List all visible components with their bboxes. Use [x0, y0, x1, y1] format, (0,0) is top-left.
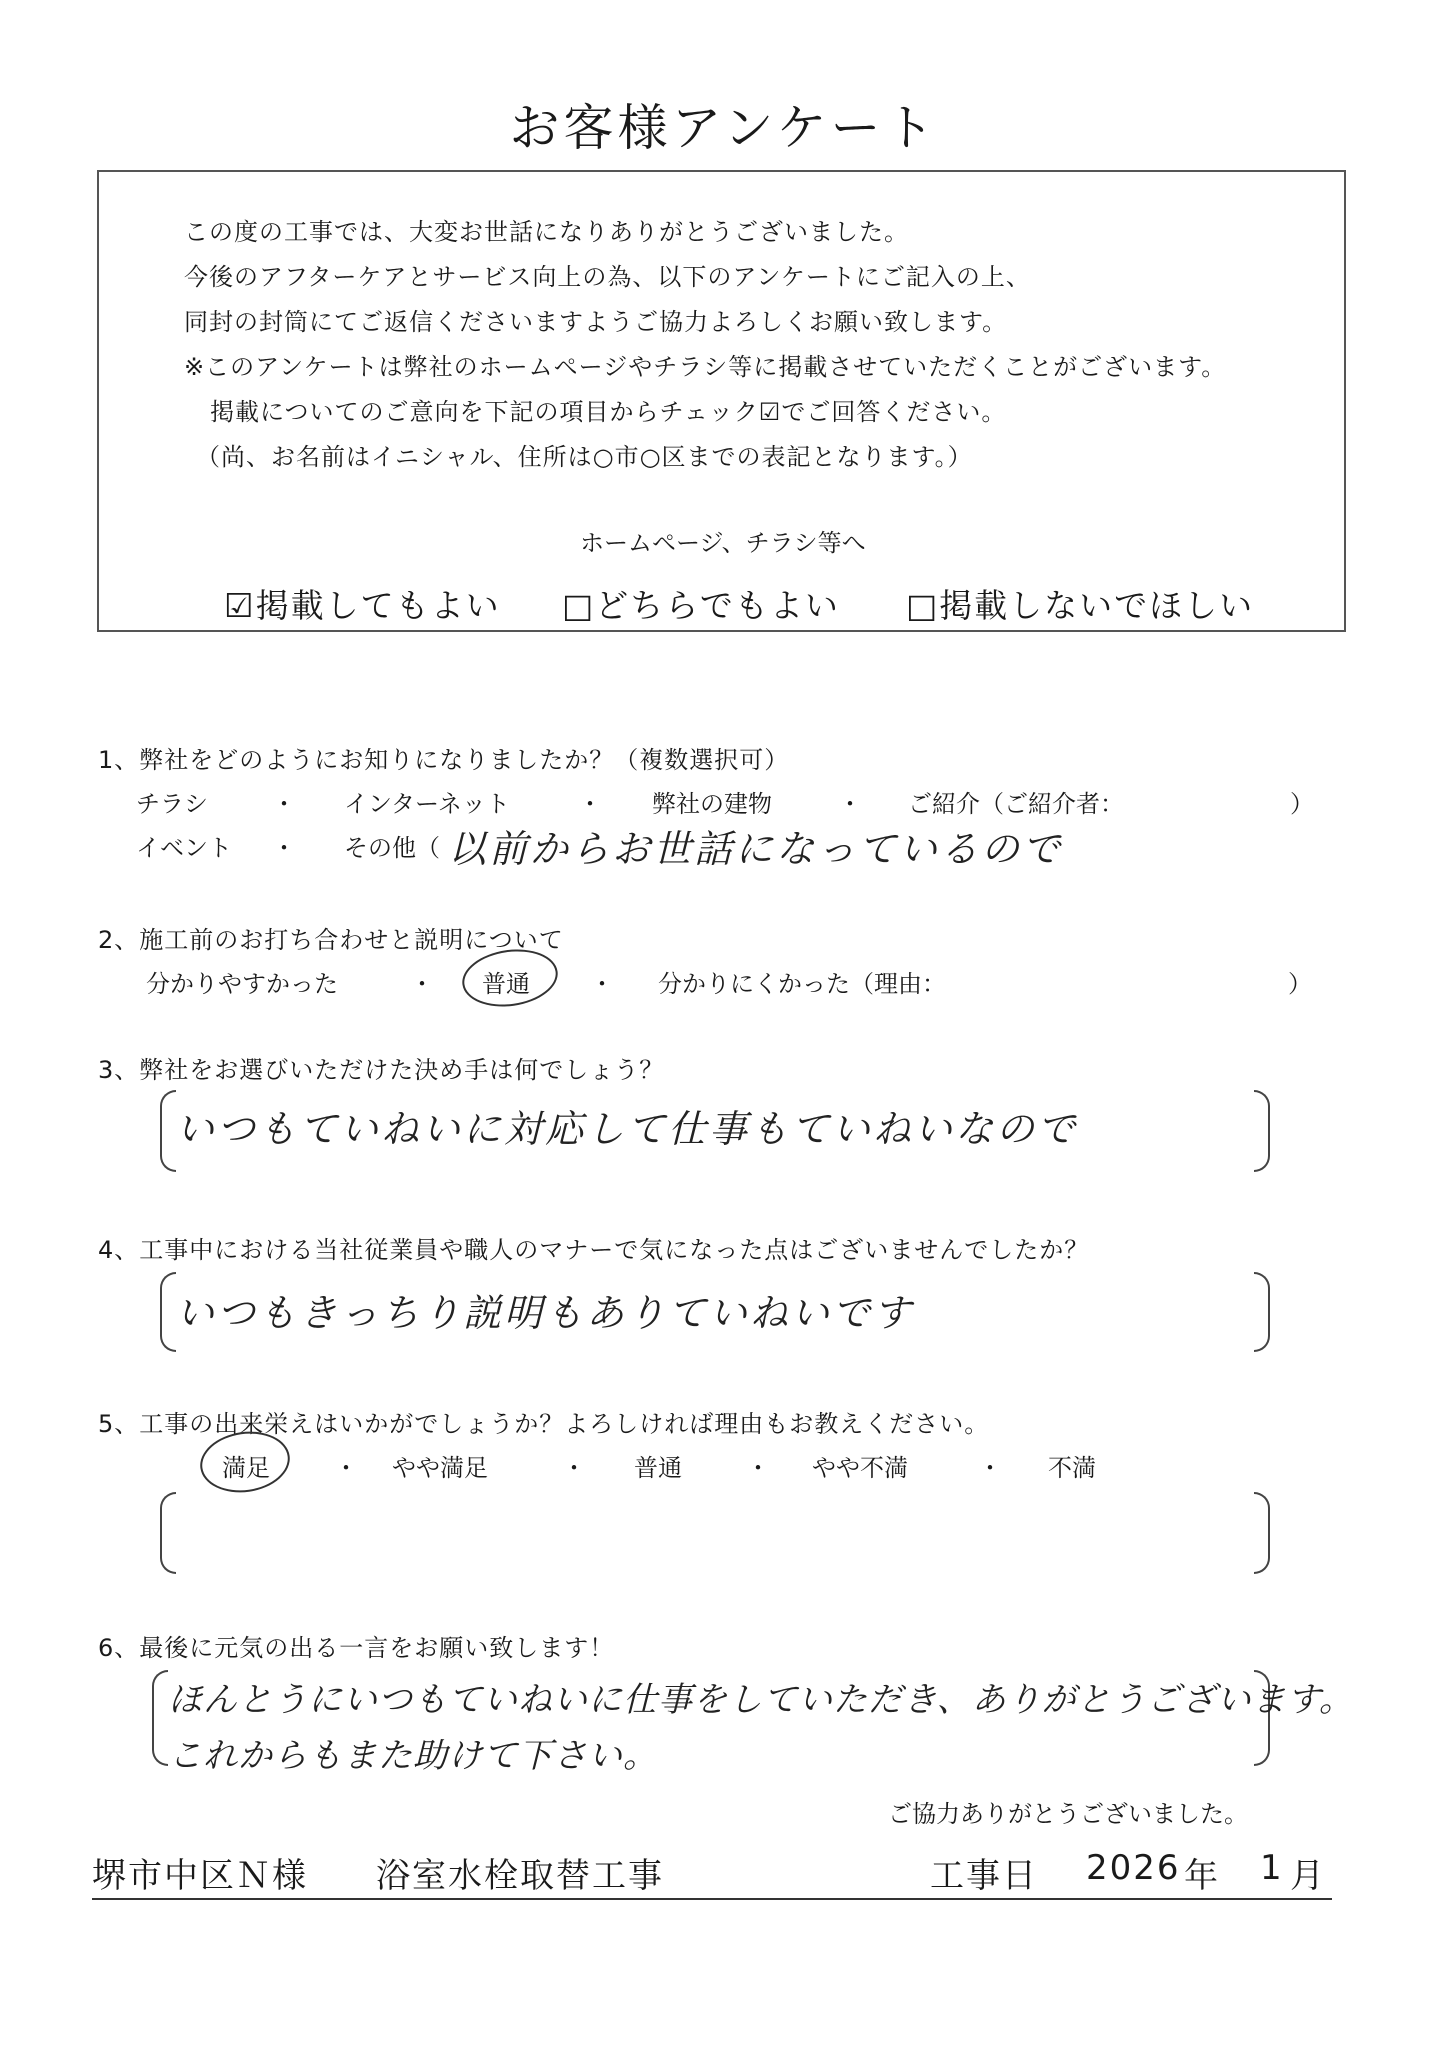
question-3: 3、弊社をお選びいただけた決め手は何でしょう？ — [98, 1056, 665, 1084]
question-6: 6、最後に元気の出る一言をお願い致します！ — [98, 1634, 615, 1662]
thanks-message: ご協力ありがとうございました。 — [888, 1800, 1248, 1828]
footer-year-unit: 年 — [1184, 1856, 1220, 1896]
q5-option[interactable]: 普通 — [634, 1454, 682, 1482]
q3-answer-bracket-left — [160, 1090, 176, 1172]
q5-separator: ・ — [334, 1454, 358, 1482]
q6-answer-bracket-left — [152, 1670, 168, 1766]
intro-line: ※このアンケートは弊社のホームページやチラシ等に掲載させていただくことがございます。 — [184, 353, 1227, 381]
publication-option-deny[interactable]: □掲載しないでほしい — [906, 586, 1255, 625]
q1-handwritten-answer[interactable]: 以前からお世話になっているので — [448, 827, 1064, 871]
footer-customer: 堺市中区Ｎ様 — [92, 1856, 308, 1896]
question-1: 1、弊社をどのようにお知りになりましたか？（複数選択可） — [98, 746, 790, 774]
q1-option[interactable]: イベント — [136, 834, 232, 862]
q1-option-other[interactable]: その他（ — [344, 834, 440, 862]
q5-option[interactable]: 不満 — [1048, 1454, 1096, 1482]
q5-option-selected[interactable]: 満足 — [222, 1454, 270, 1482]
page-title: お客様アンケート — [509, 99, 939, 157]
q4-answer-bracket-right — [1254, 1272, 1270, 1352]
q2-option[interactable]: 分かりやすかった — [146, 970, 338, 998]
q2-option-selected[interactable]: 普通 — [482, 970, 530, 998]
q5-answer-bracket-right — [1254, 1492, 1270, 1574]
q4-handwritten-answer[interactable]: いつもきっちり説明もありていねいです — [176, 1291, 915, 1335]
q6-handwritten-answer-line1[interactable]: ほんとうにいつもていねいに仕事をしていただき、ありがとうございます。 — [168, 1680, 1354, 1720]
q1-separator: ・ — [272, 834, 296, 862]
q5-option[interactable]: やや満足 — [392, 1454, 488, 1482]
q3-handwritten-answer[interactable]: いつもていねいに対応して仕事もていねいなので — [176, 1107, 1079, 1151]
q5-separator: ・ — [978, 1454, 1002, 1482]
q5-separator: ・ — [746, 1454, 770, 1482]
footer-year: 2026 — [1086, 1848, 1181, 1888]
q1-separator: ・ — [578, 790, 602, 818]
q5-separator: ・ — [562, 1454, 586, 1482]
q2-separator: ・ — [590, 970, 614, 998]
q3-answer-bracket-right — [1254, 1090, 1270, 1172]
q4-answer-bracket-left — [160, 1272, 176, 1352]
footer-work: 浴室水栓取替工事 — [376, 1856, 664, 1896]
footer-month: 1 — [1260, 1848, 1284, 1888]
intro-line: この度の工事では、大変お世話になりありがとうございました。 — [184, 218, 909, 246]
q1-option[interactable]: インターネット — [344, 790, 510, 818]
publication-option-allow[interactable]: ☑掲載してもよい — [224, 586, 501, 625]
q2-bracket-close: ） — [1288, 970, 1312, 998]
footer-date-label: 工事日 — [930, 1856, 1038, 1896]
q5-answer-bracket-left — [160, 1492, 176, 1574]
footer-month-unit: 月 — [1290, 1856, 1326, 1896]
intro-line: 同封の封筒にてご返信くださいますようご協力よろしくお願い致します。 — [184, 308, 1008, 336]
publication-option-either[interactable]: □どちらでもよい — [562, 586, 840, 625]
q1-option[interactable]: 弊社の建物 — [652, 790, 772, 818]
intro-line: 掲載についてのご意向を下記の項目からチェック☑でご回答ください。 — [210, 398, 1007, 426]
intro-line: （尚、お名前はイニシャル、住所は○市○区までの表記となります。） — [196, 443, 973, 471]
footer-underline — [92, 1898, 1332, 1900]
question-5: 5、工事の出来栄えはいかがでしょうか？よろしければ理由もお教えください。 — [98, 1410, 990, 1438]
q1-option[interactable]: チラシ — [136, 790, 208, 818]
question-2: 2、施工前のお打ち合わせと説明について — [98, 926, 564, 954]
publication-heading: ホームページ、チラシ等へ — [580, 529, 866, 557]
q2-option[interactable]: 分かりにくかった（理由： — [658, 970, 946, 998]
intro-line: 今後のアフターケアとサービス向上の為、以下のアンケートにご記入の上、 — [184, 263, 1031, 291]
q1-separator: ・ — [272, 790, 296, 818]
q2-separator: ・ — [410, 970, 434, 998]
q1-option[interactable]: ご紹介（ご紹介者： — [908, 790, 1124, 818]
q6-handwritten-answer-line2[interactable]: これからもまた助けて下さい。 — [168, 1736, 658, 1776]
q5-option[interactable]: やや不満 — [812, 1454, 908, 1482]
q1-separator: ・ — [838, 790, 862, 818]
q1-bracket-close: ） — [1290, 790, 1314, 818]
question-4: 4、工事中における当社従業員や職人のマナーで気になった点はございませんでしたか？ — [98, 1236, 1090, 1264]
